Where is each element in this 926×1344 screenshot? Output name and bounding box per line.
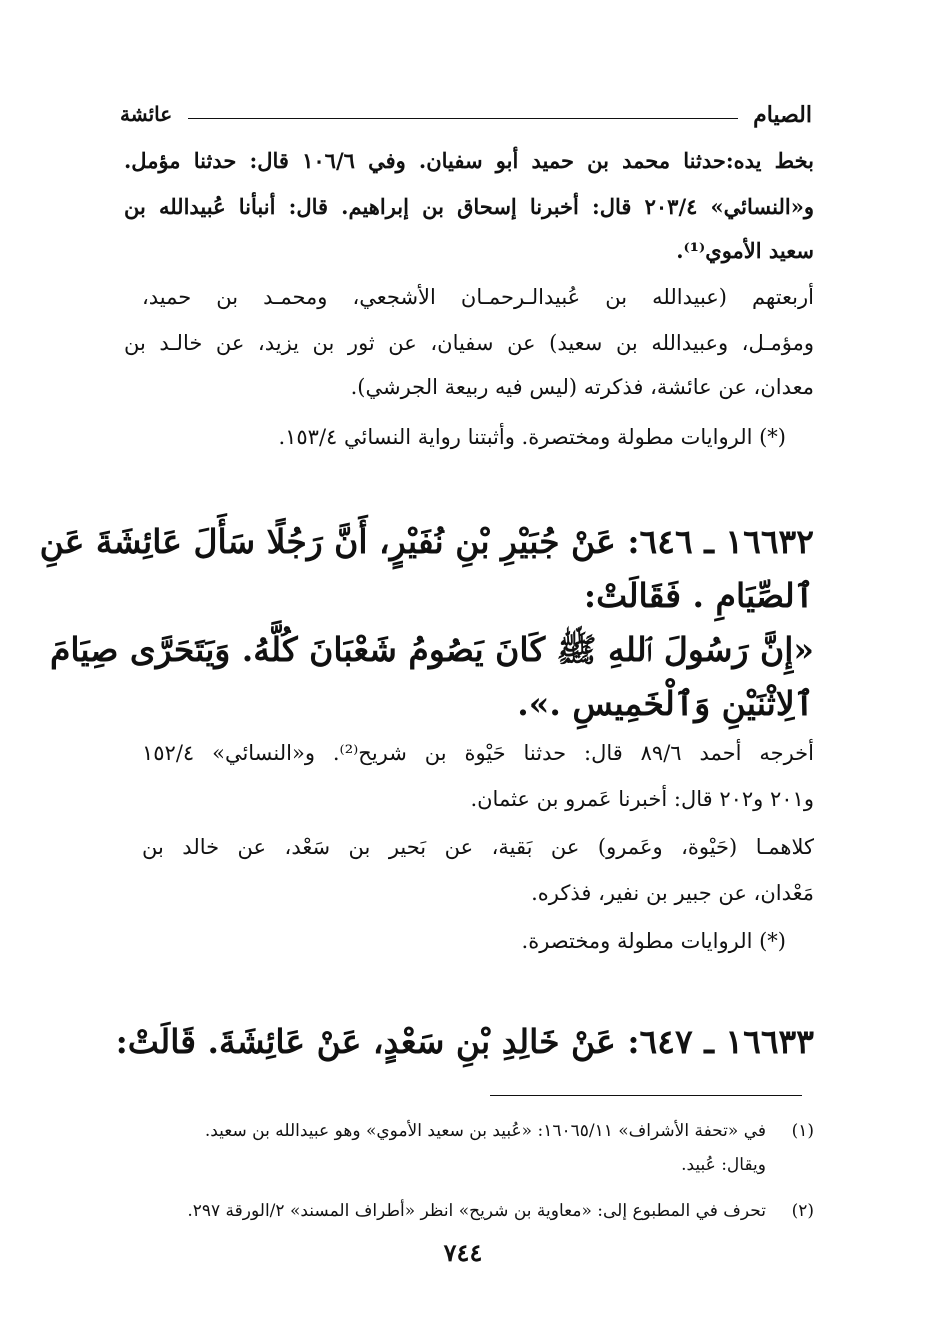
note-1: (*) الروايات مطولة ومختصرة. وأثبتنا رواية النسائي ١٥٣/٤. [278,425,786,449]
para2-line-1: أخرجه أحمد ٨٩/٦ قال: حدثنا حَيْوة بن شريح⁽²⁾. و«النسائي» ١٥٢/٤ [142,741,814,765]
footnote-rule [490,1095,802,1096]
footnote-1-continuation: ويقال: عُبيد. [681,1155,766,1175]
hadith-646-line-1: ١٦٦٣٢ ـ ٦٤٦: عَنْ جُبَيْرِ بْنِ نُفَيْرٍ، أَنَّ رَجُلًا سَأَلَ عَائِشَةَ عَنِ [39,522,814,561]
hadith-647-line-1: ١٦٦٣٣ ـ ٦٤٧: عَنْ خَالِدِ بْنِ سَعْدٍ، عَنْ عَائِشَةَ. قَالَتْ: [115,1022,814,1061]
para1-line-3: معدان، عن عائشة، فذكرته (ليس فيه ربيعة الجرشي). [350,375,814,399]
footnote-2 [124,1198,814,1224]
footnote-2-text: تحرف في المطبوع إلى: «معاوية بن شريح» انظر «أطراف المسند» ٢/الورقة ٢٩٧. [187,1201,766,1221]
hadith-646-line-4: ٱلِاثْنَيْنِ وَٱلْخَمِيسِ .». [517,684,814,723]
section-name: عائشة [120,102,173,126]
page-number: ٧٤٤ [443,1238,483,1267]
para1-line-2: ومؤمـل، وعبيدالله بن سعيد) عن سفيان، عن ثور بن يزيد، عن خالـد بن [124,331,814,355]
footnote-1-number: (١) [791,1121,814,1141]
para2-line-4: مَعْدان، عن جبير بن نفير، فذكره. [531,881,814,905]
footnote-2-number: (٢) [791,1201,814,1221]
footnote-1-text: في «تحفة الأشراف» ١٦٠٦٥/١١: «عُبيد بن سعيد الأموي» وهو عبيدالله بن سعيد. [204,1121,766,1141]
intro-line-3: سعيد الأموي⁽¹⁾. [676,238,814,263]
note-2: (*) الروايات مطولة ومختصرة. [521,929,786,953]
footnote-1 [124,1118,814,1144]
running-header [118,100,818,134]
intro-line-1: بخط يده:حدثنا محمد بن حميد أبو سفيان. وفي ١٠٦/٦ قال: حدثنا مؤمل. [124,148,814,173]
hadith-646-line-2: ٱلصِّيَامِ . فَقَالَتْ: [583,576,814,615]
para2-line-3: كلاهمـا (حَيْوة، وعَمرو) عن بَقية، عن بَحير بن سَعْد، عن خالد بن [142,835,814,859]
para2-line-2: و٢٠١ و٢٠٢ قال: أخبرنا عَمرو بن عثمان. [470,787,814,811]
hadith-646-line-3: «إِنَّ رَسُولَ ٱللهِ ﷺ كَانَ يَصُومُ شَعْبَانَ كُلَّهُ. وَيَتَحَرَّى صِيَامَ [49,630,814,669]
intro-line-2: و«النسائي» ٢٠٣/٤ قال: أخبرنا إسحاق بن إبراهيم. قال: أنبأنا عُبيدالله بن [124,194,814,219]
para1-line-1: أربعتهم (عبيدالله بن عُبيدالـرحمـان الأشجعي، ومحمـد بن حميد، [142,285,814,309]
chapter-title: الصيام [753,102,812,128]
header-rule [188,118,738,119]
